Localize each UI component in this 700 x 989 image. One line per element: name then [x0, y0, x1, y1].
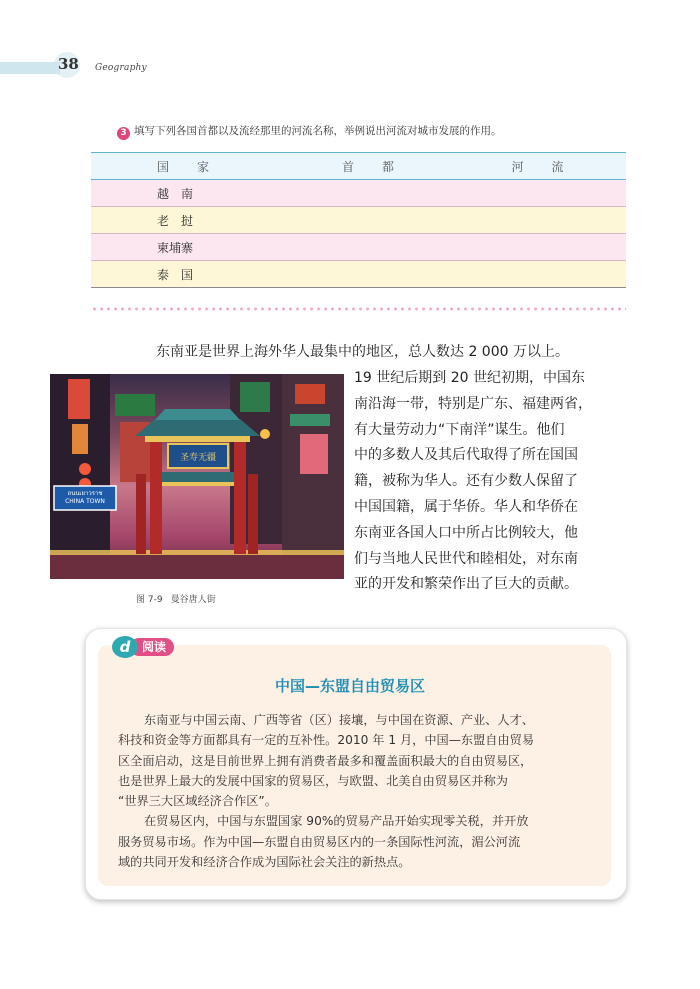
question-line [117, 123, 502, 140]
reading-line: 区全面启动，这是目前世界上拥有消费者最多和覆盖面积最大的自由贸易区， [118, 753, 533, 768]
cell-river[interactable] [457, 261, 626, 288]
cell-capital[interactable] [287, 180, 457, 207]
table-row [91, 180, 626, 207]
reading-line: 在贸易区内，中国与东盟国家 90%的贸易产品开始实现零关税，并开放 [144, 814, 529, 829]
gate-plaque: 圣寿无疆 [179, 453, 216, 463]
paragraph-line: 亚的开发和繁荣作出了巨大的贡献。 [354, 576, 578, 593]
paragraph-first-line: 东南亚是世界上海外华人最集中的地区，总人数达 2 000 万以上。 [156, 344, 569, 360]
chinatown-photo [50, 374, 344, 579]
reading-line: 科技和资金等方面都具有一定的互补性。2010 年 1 月，中国—东盟自由贸易 [118, 733, 535, 748]
header-country: 国 家 [91, 153, 287, 180]
cell-river[interactable] [457, 207, 626, 234]
thai-street-sign: ถนนเยาวราช [67, 490, 103, 497]
cell-capital[interactable] [287, 261, 457, 288]
table-row [91, 261, 626, 288]
figure-caption [136, 592, 224, 605]
cell-country: 越 南 [91, 180, 287, 207]
reading-body [118, 710, 606, 872]
paragraph-line: 籍，被称为华人。还有少数人保留了 [354, 473, 578, 490]
cell-country: 老 挝 [91, 207, 287, 234]
paragraph-line: 东南亚各国人口中所占比例较大，他 [354, 524, 578, 541]
header-bar [0, 62, 60, 74]
book-icon: d [112, 636, 138, 658]
dotted-divider [91, 307, 626, 311]
capital-river-table [91, 152, 626, 288]
paragraph-line: 们与当地人民世代和睦相处，对东南 [354, 550, 578, 567]
paragraph-line: 有大量劳动力“下南洋”谋生。他们 [354, 421, 565, 438]
cell-river[interactable] [457, 234, 626, 261]
chinatown-illustration [50, 374, 344, 579]
header-capital: 首 都 [287, 153, 457, 180]
chinatown-sign: CHINA TOWN [65, 498, 105, 505]
paragraph-line: 中国国籍，属于华侨。华人和华侨在 [354, 498, 578, 515]
reading-line: 服务贸易市场。作为中国—东盟自由贸易区内的一条国际性河流，湄公河流 [118, 834, 521, 849]
reading-line: 域的共同开发和经济合作成为国际社会关注的新热点。 [118, 855, 411, 870]
reading-line: “世界三大区域经济合作区”。 [118, 794, 277, 809]
table-row [91, 207, 626, 234]
question-text: 填写下列各国首都以及流经那里的河流名称，举例说出河流对城市发展的作用。 [134, 125, 502, 137]
figure-caption-text: 曼谷唐人街 [170, 595, 216, 605]
paragraph-line: 19 世纪后期到 20 世纪初期，中国东 [354, 370, 585, 386]
table-header-row [91, 153, 626, 180]
cell-capital[interactable] [287, 234, 457, 261]
cell-country: 泰 国 [91, 261, 287, 288]
reading-title: 中国—东盟自由贸易区 [274, 677, 425, 695]
figure-number: 图 7-9 [136, 595, 163, 605]
question-number-badge: 3 [117, 127, 130, 140]
table-row [91, 234, 626, 261]
reading-line: 东南亚与中国云南、广西等省（区）接壤，与中国在资源、产业、人才、 [144, 713, 534, 727]
paragraph-line: 南沿海一带，特别是广东、福建两省， [354, 395, 592, 412]
paragraph-body [354, 366, 634, 598]
cell-capital[interactable] [287, 207, 457, 234]
cell-country: 柬埔寨 [91, 234, 287, 261]
cell-river[interactable] [457, 180, 626, 207]
paragraph-line: 中的多数人及其后代取得了所在国国 [354, 447, 578, 464]
reading-badge-label: 阅读 [130, 638, 174, 656]
page-number: 38 [58, 55, 79, 73]
header-river: 河 流 [457, 153, 626, 180]
subject-title: Geography [95, 63, 147, 73]
reading-line: 也是世界上最大的发展中国家的贸易区，与欧盟、北美自由贸易区并称为 [118, 773, 508, 788]
